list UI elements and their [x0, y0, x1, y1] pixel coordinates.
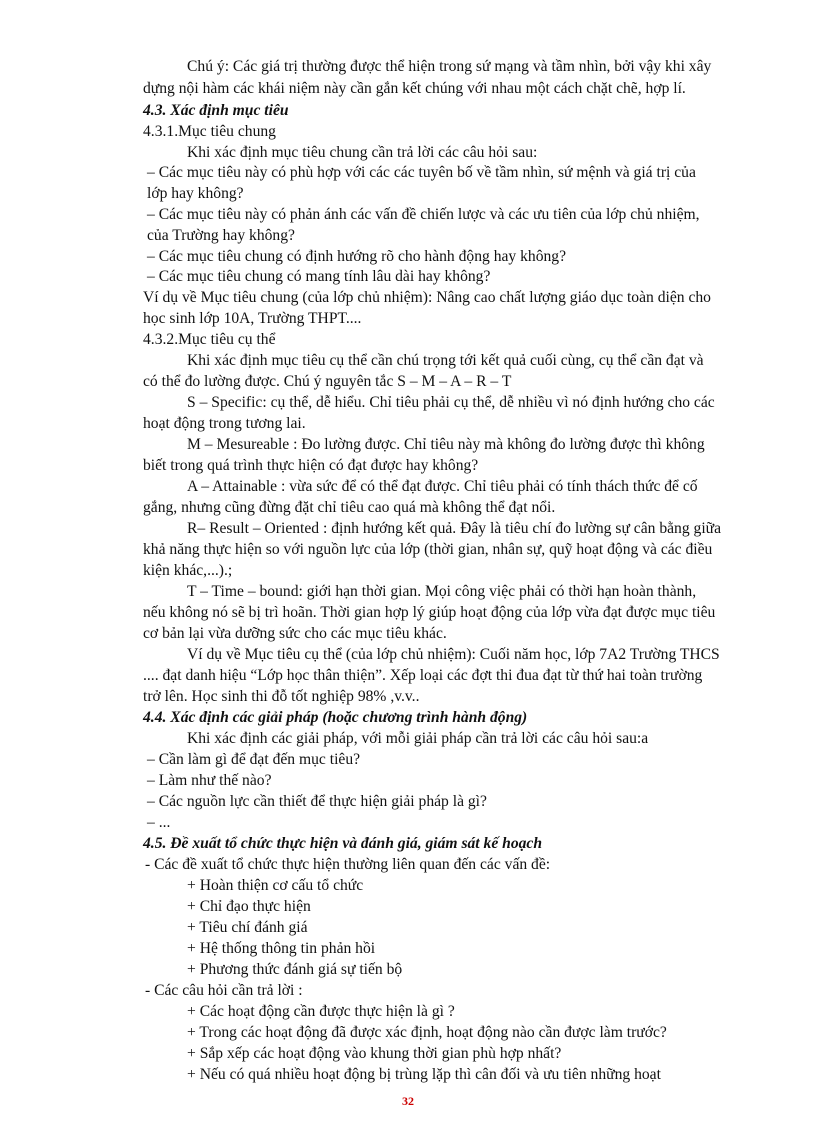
paragraph-line: A – Attainable : vừa sức để có thể đạt được. Chỉ tiêu phải có tính thách thức để cố [187, 478, 698, 495]
subsection-heading-4-3-1: 4.3.1.Mục tiêu chung [143, 123, 276, 140]
list-item: – Các mục tiêu này có phù hợp với các các tuyên bố về tầm nhìn, sứ mệnh và giá trị của [147, 164, 696, 181]
paragraph-line: học sinh lớp 10A, Trường THPT.... [143, 310, 362, 327]
list-item: – Các nguồn lực cần thiết để thực hiện giải pháp là gì? [147, 793, 487, 810]
subsection-heading-4-3-2: 4.3.2.Mục tiêu cụ thể [143, 331, 276, 348]
list-item: + Trong các hoạt động đã được xác định, hoạt động nào cần được làm trước? [187, 1024, 667, 1041]
list-item: + Phương thức đánh giá sự tiến bộ [187, 961, 403, 978]
paragraph-line: dựng nội hàm các khái niệm này cần gắn kết chúng với nhau một cách chặt chẽ, hợp lí. [143, 80, 686, 97]
list-item: – Các mục tiêu này có phản ánh các vấn đề chiến lược và các ưu tiên của lớp chủ nhiệm, [147, 206, 700, 223]
list-item: + Hệ thống thông tin phản hồi [187, 940, 376, 957]
list-item: + Hoàn thiện cơ cấu tổ chức [187, 877, 364, 894]
list-item: – Các mục tiêu chung có định hướng rõ cho hành động hay không? [147, 248, 567, 265]
paragraph-line: Ví dụ về Mục tiêu cụ thể (của lớp chủ nhiệm): Cuối năm học, lớp 7A2 Trường THCS [187, 646, 720, 663]
paragraph-line: .... đạt danh hiệu “Lớp học thân thiện”. Xếp loại các đợt thi đua đạt từ thứ hai toàn trường [143, 667, 703, 684]
section-heading-4-3: 4.3. Xác định mục tiêu [143, 102, 289, 119]
list-item: – Cần làm gì để đạt đến mục tiêu? [147, 751, 361, 768]
paragraph-line: Khi xác định các giải pháp, với mỗi giải pháp cần trả lời các câu hỏi sau:a [187, 730, 649, 747]
page-number: 32 [402, 1094, 414, 1108]
list-item: + Tiêu chí đánh giá [187, 919, 308, 936]
paragraph-line: Khi xác định mục tiêu cụ thể cần chú trọng tới kết quả cuối cùng, cụ thể cần đạt và [187, 352, 704, 369]
list-item: + Nếu có quá nhiều hoạt động bị trùng lặp thì cân đối và ưu tiên những hoạt [187, 1066, 661, 1083]
paragraph-line: hoạt động trong tương lai. [143, 415, 306, 432]
list-item: - Các đề xuất tổ chức thực hiện thường liên quan đến các vấn đề: [145, 856, 551, 873]
list-item: + Sắp xếp các hoạt động vào khung thời gian phù hợp nhất? [187, 1045, 562, 1062]
paragraph-line: Ví dụ về Mục tiêu chung (của lớp chủ nhiệm): Nâng cao chất lượng giáo dục toàn diện cho [143, 289, 711, 306]
list-item: + Chỉ đạo thực hiện [187, 898, 311, 915]
paragraph-line: Khi xác định mục tiêu chung cần trả lời các câu hỏi sau: [187, 144, 538, 161]
section-heading-4-5: 4.5. Đề xuất tổ chức thực hiện và đánh giá, giám sát kế hoạch [143, 835, 543, 852]
paragraph-line: cơ bản lại vừa dưỡng sức cho các mục tiêu khác. [143, 625, 447, 642]
section-heading-4-4: 4.4. Xác định các giải pháp (hoặc chương trình hành động) [143, 709, 528, 726]
paragraph-line: Chú ý: Các giá trị thường được thể hiện trong sứ mạng và tầm nhìn, bởi vậy khi xây [187, 58, 712, 75]
paragraph-line: có thể đo lường được. Chú ý nguyên tắc S – M – A – R – T [143, 373, 512, 390]
list-item: – Các mục tiêu chung có mang tính lâu dài hay không? [147, 268, 491, 285]
paragraph-line: biết trong quá trình thực hiện có đạt được hay không? [143, 457, 479, 474]
paragraph-line: nếu không nó sẽ bị trì hoãn. Thời gian hợp lý giúp hoạt động của lớp vừa đạt được mục tiêu [143, 604, 716, 621]
list-item: – ... [147, 814, 171, 831]
paragraph-line: T – Time – bound: giới hạn thời gian. Mọi công việc phải có thời hạn hoàn thành, [187, 583, 697, 600]
paragraph-line: gắng, nhưng cũng đừng đặt chỉ tiêu cao quá mà không thể đạt nổi. [143, 499, 556, 516]
list-item: – Làm như thế nào? [147, 772, 272, 789]
paragraph-line: kiện khác,...).; [143, 562, 233, 579]
paragraph-line: R– Result – Oriented : định hướng kết quả. Đây là tiêu chí đo lường sự cân bằng giữa [187, 520, 722, 537]
paragraph-line: trở lên. Học sinh thi đỗ tốt nghiệp 98% ,v.v.. [143, 688, 420, 705]
paragraph-line: M – Mesureable : Đo lường được. Chỉ tiêu này mà không đo lường được thì không [187, 436, 705, 453]
paragraph-line: của Trường hay không? [147, 227, 295, 244]
paragraph-line: khả năng thực hiện so với nguồn lực của lớp (thời gian, nhân sự, quỹ hoạt động và các điều [143, 541, 713, 558]
paragraph-line: lớp hay không? [147, 185, 244, 202]
paragraph-line: S – Specific: cụ thể, dễ hiểu. Chỉ tiêu phải cụ thể, dễ nhiều vì nó định hướng cho các [187, 394, 715, 411]
list-item: + Các hoạt động cần được thực hiện là gì ? [187, 1003, 455, 1020]
list-item: - Các câu hỏi cần trả lời : [145, 982, 303, 999]
